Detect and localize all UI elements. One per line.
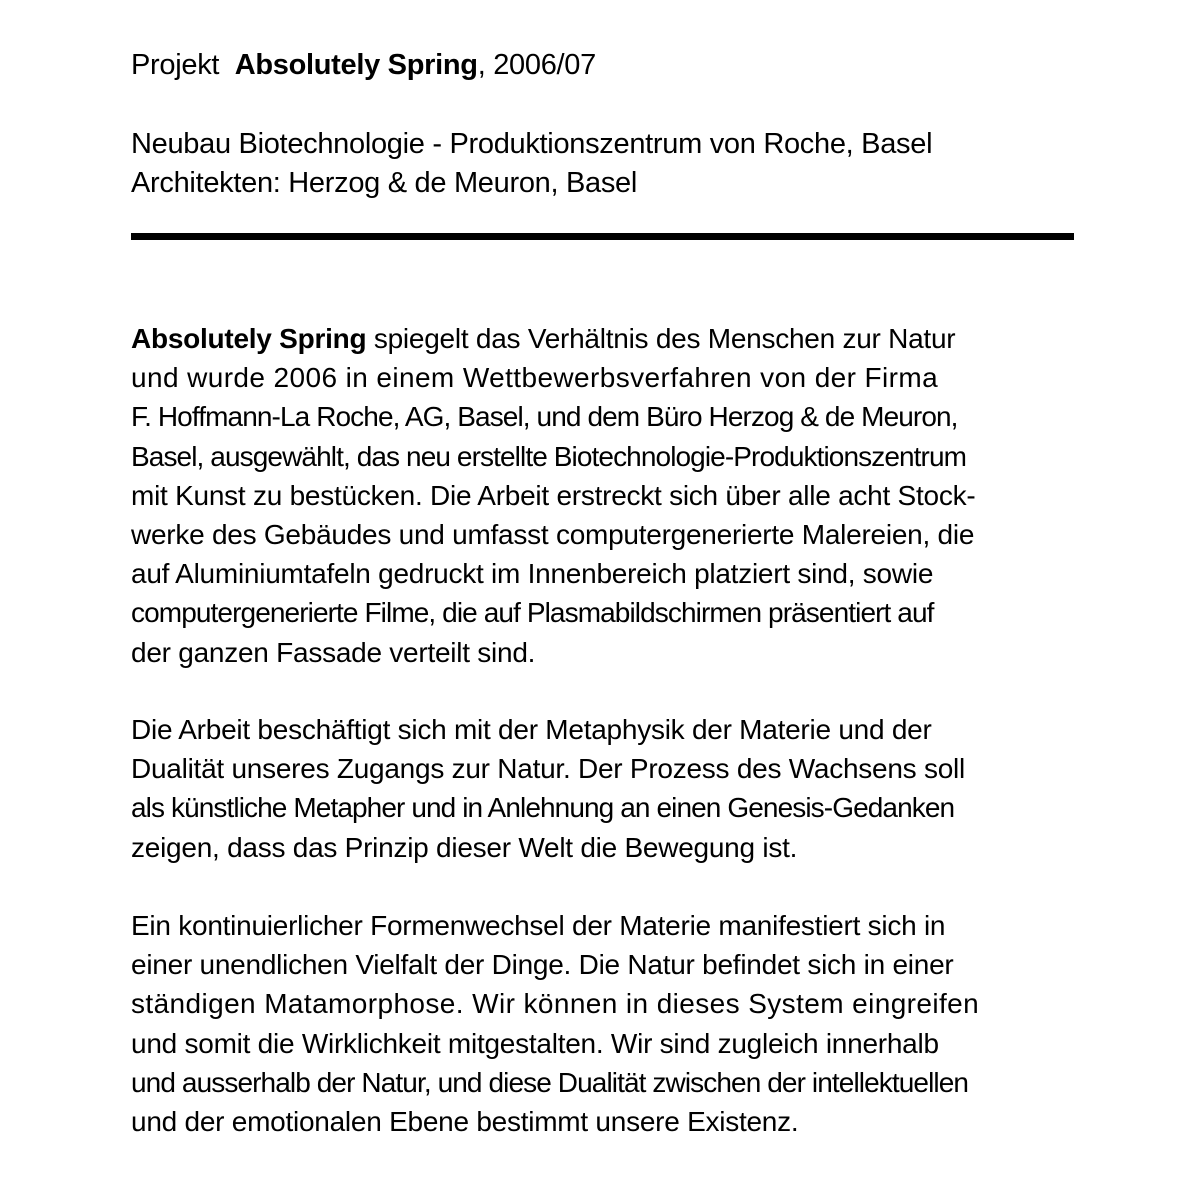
paragraph-line: Dualität unseres Zugangs zur Natur. Der Prozess des Wachsens soll [131, 753, 965, 785]
paragraph-line: Basel, ausgewählt, das neu erstellte Biotechnologie-Produktionszentrum [131, 440, 967, 472]
building-subtitle: Neubau Biotechnologie - Produktionszentrum von Roche, Basel [131, 128, 933, 160]
paragraph-line: zeigen, dass das Prinzip dieser Welt die Bewegung ist. [131, 831, 798, 863]
paragraph-line: als künstliche Metapher und in Anlehnung an einen Genesis-Gedanken [131, 792, 955, 824]
paragraph-line: einer unendlichen Vielfalt der Dinge. Die Natur befindet sich in einer [131, 949, 954, 981]
paragraph-line: ständigen Matamorphose. Wir können in dieses System eingreifen [131, 988, 980, 1020]
paragraph-intro [131, 319, 1091, 672]
paragraph-line: und ausserhalb der Natur, und diese Dualität zwischen der intellektuellen [131, 1066, 969, 1098]
paragraph-line: Ein kontinuierlicher Formenwechsel der Materie manifestiert sich in [131, 910, 946, 941]
paragraph-line: F. Hoffmann-La Roche, AG, Basel, und dem Büro Herzog & de Meuron, [131, 401, 958, 433]
paragraph-line: und somit die Wirklichkeit mitgestalten. Wir sind zugleich innerhalb [131, 1027, 939, 1059]
paragraph-line: werke des Gebäudes und umfasst computergenerierte Malereien, die [131, 519, 975, 551]
artwork-name-bold: Absolutely Spring [131, 323, 367, 354]
paragraph-metaphysics [131, 710, 1091, 867]
project-name: Absolutely Spring [234, 49, 478, 81]
paragraph-line: und wurde 2006 in einem Wettbewerbsverfahren von der Firma [131, 362, 939, 394]
paragraph-line: Absolutely Spring spiegelt das Verhältnis des Menschen zur Natur [131, 323, 956, 354]
horizontal-rule-divider [131, 233, 1074, 240]
architects-line: Architekten: Herzog & de Meuron, Basel [131, 167, 638, 199]
project-prefix: Projekt [131, 49, 220, 81]
paragraph-line: Die Arbeit beschäftigt sich mit der Metaphysik der Materie und der [131, 714, 932, 745]
paragraph-line: und der emotionalen Ebene bestimmt unsere Existenz. [131, 1106, 799, 1138]
paragraph-metamorphosis [131, 906, 1091, 1141]
paragraph-line: der ganzen Fassade verteilt sind. [131, 636, 536, 668]
paragraph-line: computergenerierte Filme, die auf Plasmabildschirmen präsentiert auf [131, 597, 934, 629]
project-title [131, 46, 596, 84]
paragraph-line: mit Kunst zu bestücken. Die Arbeit erstreckt sich über alle acht Stock- [131, 479, 976, 511]
project-year: , 2006/07 [477, 49, 596, 81]
paragraph-line: auf Aluminiumtafeln gedruckt im Innenbereich platziert sind, sowie [131, 558, 934, 590]
